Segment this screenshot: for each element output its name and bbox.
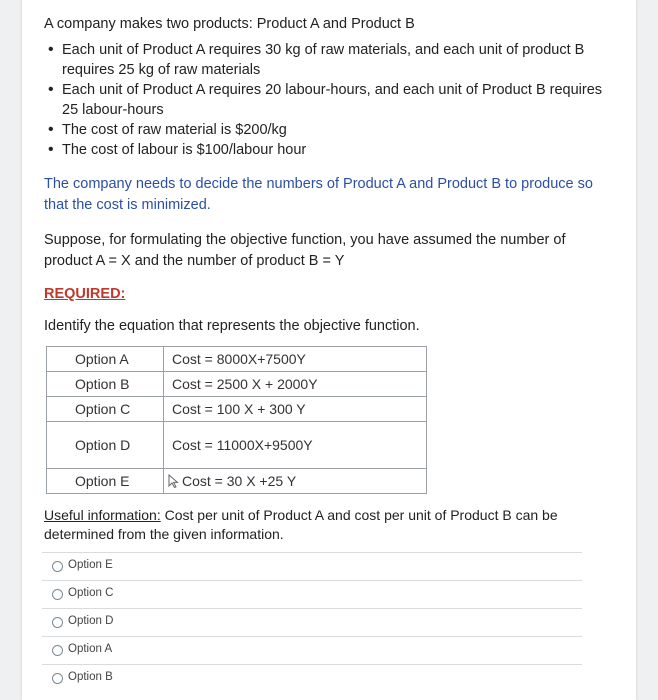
useful-label: Useful information:: [44, 507, 161, 523]
question-page: [22, 0, 636, 700]
option-label: Option C: [47, 397, 164, 422]
table-row: [47, 397, 427, 422]
radio-button[interactable]: [52, 561, 63, 572]
option-equation: Cost = 100 X + 300 Y: [164, 397, 427, 422]
bullet-raw-materials: • Each unit of Product A requires 30 kg of raw materials, and each unit of product B requires 25 kg of raw materials: [62, 40, 604, 80]
choice-label: Option B: [68, 671, 113, 683]
option-equation: Cost = 30 X +25 Y: [182, 473, 297, 489]
decision-text: The company needs to decide the numbers of Product A and Product B to produce so that the cost is minimized.: [44, 176, 593, 213]
required-heading: REQUIRED:: [44, 286, 126, 302]
useful-text: Cost per unit of Product A and cost per unit of Product B can be determined from the given information.: [44, 507, 558, 542]
bullet-labour-cost: • The cost of labour is $100/labour hour: [62, 140, 604, 160]
question-text: Identify the equation that represents the objective function.: [44, 318, 420, 334]
useful-information: [44, 506, 604, 544]
assumption-text: Suppose, for formulating the objective function, you have assumed the number of product A = X and the number of product B = Y: [44, 232, 566, 269]
radio-button[interactable]: [52, 589, 63, 600]
radio-button[interactable]: [52, 617, 63, 628]
option-label: Option B: [47, 372, 164, 397]
option-equation-cell: [164, 469, 427, 494]
table-row: [47, 372, 427, 397]
mouse-pointer-icon: [168, 474, 180, 488]
choice-option-a[interactable]: [42, 636, 582, 664]
radio-button[interactable]: [52, 673, 63, 684]
option-label: Option E: [47, 469, 164, 494]
option-equation: Cost = 2500 X + 2000Y: [164, 372, 427, 397]
options-table: [46, 346, 427, 494]
choice-label: Option A: [68, 643, 113, 655]
question-content: [44, 14, 604, 544]
option-label: Option D: [47, 422, 164, 469]
option-equation: Cost = 8000X+7500Y: [164, 347, 427, 372]
radio-button[interactable]: [52, 645, 63, 656]
choice-option-e[interactable]: [42, 552, 582, 580]
bullet-labour-hours: • Each unit of Product A requires 20 labour-hours, and each unit of Product B requires 25 labour-hours: [62, 80, 604, 120]
table-row: [47, 469, 427, 494]
table-row: [47, 422, 427, 469]
answer-choices: [42, 552, 582, 692]
choice-label: Option E: [68, 559, 113, 571]
choice-option-d[interactable]: [42, 608, 582, 636]
choice-label: Option C: [68, 587, 114, 599]
option-label: Option A: [47, 347, 164, 372]
table-row: [47, 347, 427, 372]
requirements-list: [44, 40, 604, 160]
option-equation: Cost = 11000X+9500Y: [164, 422, 427, 469]
choice-label: Option D: [68, 615, 114, 627]
choice-option-b[interactable]: [42, 664, 582, 692]
bullet-material-cost: • The cost of raw material is $200/kg: [62, 120, 604, 140]
choice-option-c[interactable]: [42, 580, 582, 608]
intro-text: A company makes two products: Product A and Product B: [44, 16, 415, 32]
